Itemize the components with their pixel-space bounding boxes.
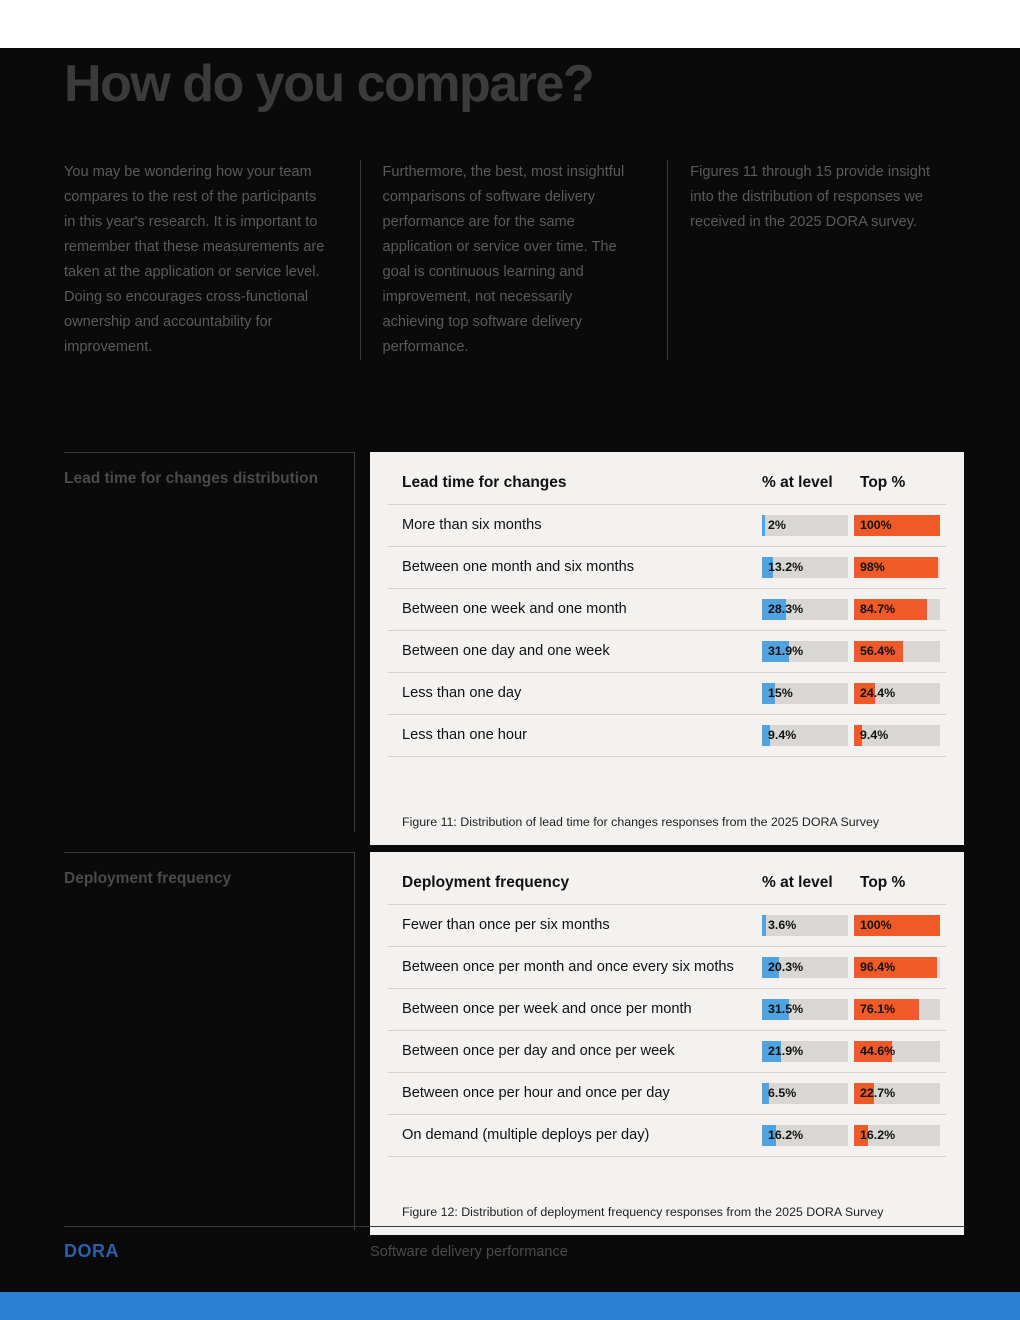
bar-value-label: 2% <box>768 518 786 532</box>
bar-track <box>762 515 848 536</box>
row-label: Between one month and six months <box>388 547 762 589</box>
table-row <box>388 589 946 631</box>
section-label-deployment-frequency: Deployment frequency <box>64 852 354 890</box>
row-at-level <box>762 905 854 947</box>
bar-track <box>854 641 940 662</box>
bar-value-label: 15% <box>768 686 793 700</box>
row-at-level <box>762 947 854 989</box>
col-header-at-level: % at level <box>762 474 833 491</box>
row-top-pct <box>854 589 946 631</box>
table-row <box>388 947 946 989</box>
bottom-black-strip <box>0 1280 1020 1292</box>
figure-caption-11: Figure 11: Distribution of lead time for changes responses from the 2025 DORA Survey <box>402 815 880 829</box>
row-top-pct <box>854 947 946 989</box>
section-divider <box>354 452 355 832</box>
row-label: Less than one day <box>388 673 762 715</box>
col-header-top-pct: Top % <box>860 474 906 491</box>
col-header-top-pct: Top % <box>860 874 906 891</box>
table-row <box>388 715 946 757</box>
table-row <box>388 505 946 547</box>
row-top-pct <box>854 715 946 757</box>
figure-card-deployment-frequency <box>370 852 964 1235</box>
row-at-level <box>762 505 854 547</box>
bar-track <box>762 725 848 746</box>
bar-track <box>762 1125 848 1146</box>
bar-track <box>854 1125 940 1146</box>
row-top-pct <box>854 547 946 589</box>
row-at-level <box>762 547 854 589</box>
row-label: Fewer than once per six months <box>388 905 762 947</box>
bar-value-label: 9.4% <box>768 728 797 742</box>
bar-value-label: 31.9% <box>768 644 804 658</box>
row-top-pct <box>854 1073 946 1115</box>
bar-track <box>854 1083 940 1104</box>
lead-time-table <box>388 474 946 757</box>
bar-track <box>762 641 848 662</box>
intro-columns <box>64 160 964 360</box>
bar-value-label: 16.2% <box>768 1128 804 1142</box>
row-top-pct <box>854 1031 946 1073</box>
dora-logo: DORA <box>64 1241 119 1261</box>
bar-track <box>762 557 848 578</box>
bar-track <box>854 915 940 936</box>
bar-track <box>762 599 848 620</box>
bar-track <box>854 1041 940 1062</box>
bar-track <box>762 915 848 936</box>
figure-caption-12: Figure 12: Distribution of deployment frequency responses from the 2025 DORA Survey <box>402 1205 884 1219</box>
page-title: How do you compare? <box>64 55 594 113</box>
row-top-pct <box>854 673 946 715</box>
row-top-pct <box>854 631 946 673</box>
bar-track <box>854 999 940 1020</box>
row-label: Less than one hour <box>388 715 762 757</box>
bottom-blue-bar <box>0 1292 1020 1320</box>
table-row <box>388 1073 946 1115</box>
bar-fill-blue <box>762 515 765 536</box>
row-label: On demand (multiple deploys per day) <box>388 1115 762 1157</box>
bar-track <box>854 957 940 978</box>
bar-value-label: 98% <box>860 560 885 574</box>
col-header-name: Lead time for changes <box>402 474 567 491</box>
bar-value-label: 16.2% <box>860 1128 896 1142</box>
bar-track <box>762 1041 848 1062</box>
bar-value-label: 100% <box>860 918 892 932</box>
bar-value-label: 84.7% <box>860 602 896 616</box>
table-row <box>388 1115 946 1157</box>
intro-column-3: Figures 11 through 15 provide insight into the distribution of responses we received in the 2025 DORA survey. <box>667 160 964 360</box>
row-label: Between one day and one week <box>388 631 762 673</box>
table-row <box>388 905 946 947</box>
table-row <box>388 989 946 1031</box>
table-header-row <box>388 474 946 505</box>
row-label: Between once per day and once per week <box>388 1031 762 1073</box>
table-row <box>388 547 946 589</box>
row-top-pct <box>854 905 946 947</box>
intro-column-1: You may be wondering how your team compares to the rest of the participants in this year's research. It is important to remember that these measurements are taken at the application or service level. Doing so encourages cross-functional ownership and accountability for improvement. <box>64 164 325 355</box>
bar-value-label: 9.4% <box>860 728 889 742</box>
row-top-pct <box>854 989 946 1031</box>
bar-track <box>854 557 940 578</box>
row-label: More than six months <box>388 505 762 547</box>
bar-value-label: 24.4% <box>860 686 896 700</box>
bar-value-label: 76.1% <box>860 1002 896 1016</box>
row-top-pct <box>854 1115 946 1157</box>
page-footer <box>64 1226 964 1262</box>
bar-value-label: 31.5% <box>768 1002 804 1016</box>
row-at-level <box>762 1073 854 1115</box>
bar-value-label: 56.4% <box>860 644 896 658</box>
row-at-level <box>762 589 854 631</box>
top-white-strip <box>0 0 1020 48</box>
bar-value-label: 96.4% <box>860 960 896 974</box>
row-top-pct <box>854 505 946 547</box>
table-row <box>388 673 946 715</box>
row-label: Between one week and one month <box>388 589 762 631</box>
bar-fill-blue <box>762 915 766 936</box>
row-at-level <box>762 673 854 715</box>
bar-track <box>854 725 940 746</box>
row-at-level <box>762 631 854 673</box>
table-row <box>388 1031 946 1073</box>
bar-track <box>762 957 848 978</box>
bar-track <box>762 683 848 704</box>
row-at-level <box>762 715 854 757</box>
row-at-level <box>762 989 854 1031</box>
table-header-row <box>388 874 946 905</box>
bar-value-label: 100% <box>860 518 892 532</box>
col-header-at-level: % at level <box>762 874 833 891</box>
bar-value-label: 3.6% <box>768 918 797 932</box>
row-label: Between once per week and once per month <box>388 989 762 1031</box>
table-row <box>388 631 946 673</box>
bar-track <box>854 515 940 536</box>
deployment-frequency-table <box>388 874 946 1157</box>
section-divider <box>354 852 355 1230</box>
footer-section-name: Software delivery performance <box>370 1243 568 1260</box>
bar-value-label: 21.9% <box>768 1044 804 1058</box>
row-at-level <box>762 1115 854 1157</box>
bar-track <box>854 599 940 620</box>
bar-value-label: 22.7% <box>860 1086 896 1100</box>
row-label: Between once per hour and once per day <box>388 1073 762 1115</box>
figure-card-lead-time <box>370 452 964 845</box>
bar-value-label: 20.3% <box>768 960 804 974</box>
intro-column-2: Furthermore, the best, most insightful comparisons of software delivery performance are for the same application or service over time. The goal is continuous learning and improvement, not necessarily achieving top software delivery performance. <box>360 160 669 360</box>
bar-track <box>854 683 940 704</box>
bar-value-label: 13.2% <box>768 560 804 574</box>
bar-value-label: 44.6% <box>860 1044 896 1058</box>
bar-value-label: 28.3% <box>768 602 804 616</box>
col-header-name: Deployment frequency <box>402 874 570 891</box>
bar-track <box>762 1083 848 1104</box>
row-label: Between once per month and once every six moths <box>388 947 762 989</box>
bar-value-label: 6.5% <box>768 1086 797 1100</box>
row-at-level <box>762 1031 854 1073</box>
section-label-lead-time: Lead time for changes distribution <box>64 452 354 490</box>
bar-track <box>762 999 848 1020</box>
